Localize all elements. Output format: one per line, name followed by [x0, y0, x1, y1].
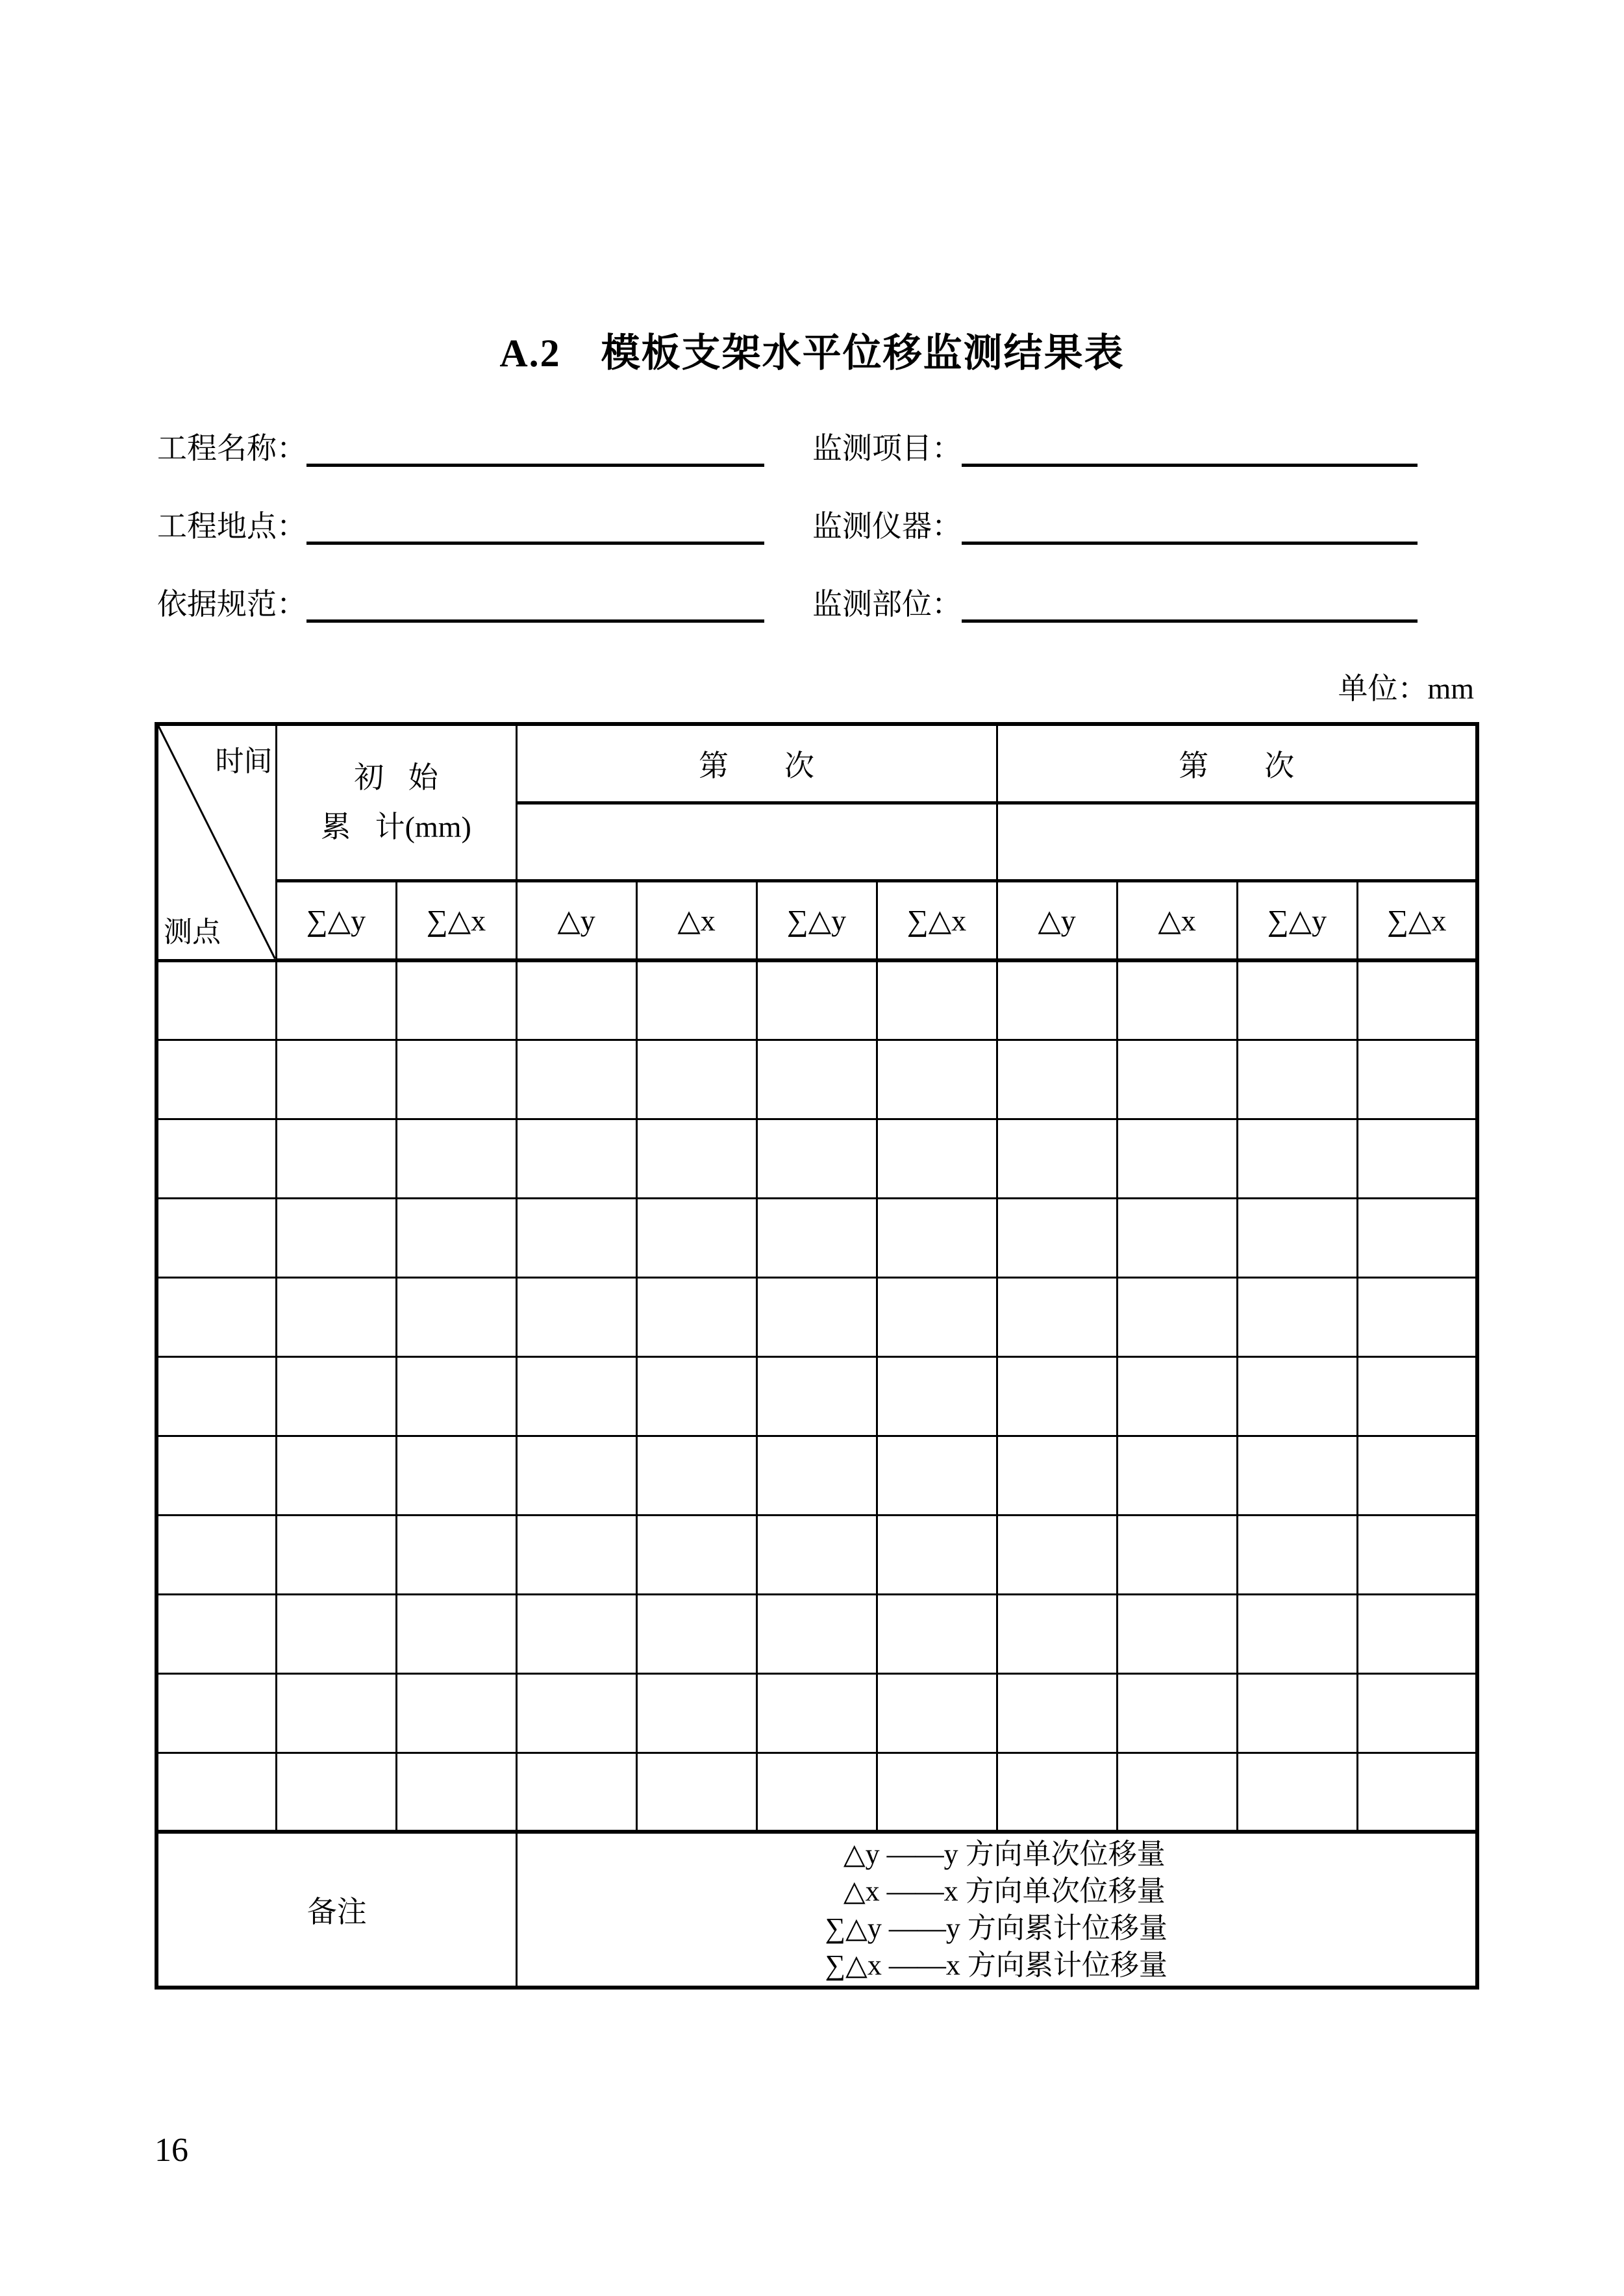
body-cell	[1357, 1119, 1477, 1198]
group-header-nth-1: 第 次	[516, 724, 997, 803]
body-cell	[516, 1356, 636, 1436]
body-cell	[997, 1119, 1117, 1198]
body-cell	[997, 1594, 1117, 1673]
body-cell	[997, 1198, 1117, 1277]
initial-header-line2: 累 计(mm)	[321, 810, 471, 843]
body-cell	[396, 1119, 516, 1198]
table-footer	[156, 1832, 1477, 1988]
note-line: △x ——x 方向单次位移量	[843, 1875, 1166, 1907]
sub-header: ∑△x	[396, 880, 516, 960]
body-cell	[516, 1673, 636, 1753]
body-cell	[1237, 1119, 1357, 1198]
field-monitor-position	[812, 586, 1418, 623]
body-cell	[1357, 1040, 1477, 1119]
monitoring-result-table	[155, 722, 1479, 1990]
body-cell	[1117, 1753, 1237, 1832]
date-blank-cell	[516, 803, 997, 880]
body-cell	[516, 1040, 636, 1119]
body-cell	[756, 1753, 877, 1832]
body-cell	[997, 1356, 1117, 1436]
body-cell	[1117, 1356, 1237, 1436]
body-cell	[636, 1515, 756, 1594]
body-cell	[997, 960, 1117, 1040]
body-cell	[636, 960, 756, 1040]
body-cell	[756, 1356, 877, 1436]
body-cell	[396, 1515, 516, 1594]
sub-header: △y	[516, 880, 636, 960]
body-cell	[1237, 1753, 1357, 1832]
body-cell	[276, 1436, 396, 1515]
body-cell	[997, 1673, 1117, 1753]
body-cell	[276, 1515, 396, 1594]
body-cell	[756, 1277, 877, 1356]
note-line: ∑△x ——x 方向累计位移量	[825, 1949, 1168, 1981]
blank-line	[962, 430, 1418, 467]
body-cell	[276, 1594, 396, 1673]
body-cell	[756, 1673, 877, 1753]
body-cell	[1357, 1753, 1477, 1832]
body-cell	[156, 1515, 276, 1594]
body-cell	[396, 960, 516, 1040]
note-line: △y ——y 方向单次位移量	[843, 1838, 1166, 1870]
corner-label-time: 时间	[215, 745, 273, 777]
field-label: 监测项目：	[812, 432, 962, 465]
body-cell	[877, 1594, 997, 1673]
field-project-name	[157, 430, 764, 468]
body-cell	[877, 1040, 997, 1119]
body-cell	[997, 1515, 1117, 1594]
body-cell	[516, 1198, 636, 1277]
body-cell	[636, 1119, 756, 1198]
body-cell	[877, 1753, 997, 1832]
body-cell	[877, 1198, 997, 1277]
sub-header: ∑△y	[1237, 880, 1357, 960]
initial-accumulate-header	[276, 724, 516, 880]
field-monitor-instrument	[812, 508, 1418, 545]
initial-header-line1: 初 始	[354, 760, 438, 794]
table-row	[156, 1753, 1477, 1832]
blank-line	[962, 508, 1418, 545]
body-cell	[276, 1356, 396, 1436]
body-cell	[1357, 1515, 1477, 1594]
body-cell	[636, 1198, 756, 1277]
table-row	[156, 1673, 1477, 1753]
table-row	[156, 960, 1477, 1040]
sub-header: ∑△x	[1357, 880, 1477, 960]
body-cell	[877, 1119, 997, 1198]
body-cell	[156, 1594, 276, 1673]
body-cell	[1117, 1198, 1237, 1277]
page-number: 16	[155, 2132, 188, 2169]
field-label: 监测仪器：	[812, 510, 962, 543]
body-cell	[756, 1436, 877, 1515]
body-cell	[756, 1119, 877, 1198]
remark-notes	[516, 1832, 1477, 1988]
body-cell	[156, 1119, 276, 1198]
remark-row	[156, 1832, 1477, 1988]
table-header	[156, 724, 1477, 960]
body-cell	[156, 1356, 276, 1436]
header-row-sublabels	[156, 880, 1477, 960]
body-cell	[276, 1198, 396, 1277]
body-cell	[997, 1753, 1117, 1832]
body-cell	[877, 1356, 997, 1436]
body-cell	[1117, 1436, 1237, 1515]
table-row	[156, 1594, 1477, 1673]
body-cell	[1117, 1594, 1237, 1673]
table-row	[156, 1515, 1477, 1594]
body-cell	[156, 1753, 276, 1832]
body-cell	[877, 1436, 997, 1515]
body-cell	[1237, 960, 1357, 1040]
note-line: ∑△y ——y 方向累计位移量	[825, 1912, 1168, 1944]
blank-line	[306, 586, 764, 623]
body-cell	[1237, 1515, 1357, 1594]
body-cell	[1357, 1198, 1477, 1277]
sub-header: △x	[636, 880, 756, 960]
body-cell	[1357, 1594, 1477, 1673]
sub-header: ∑△y	[756, 880, 877, 960]
body-cell	[396, 1753, 516, 1832]
body-cell	[276, 1040, 396, 1119]
body-cell	[636, 1277, 756, 1356]
body-cell	[1117, 1515, 1237, 1594]
body-cell	[1237, 1040, 1357, 1119]
body-cell	[396, 1356, 516, 1436]
body-cell	[636, 1673, 756, 1753]
body-cell	[396, 1198, 516, 1277]
table-row	[156, 1198, 1477, 1277]
body-cell	[756, 1594, 877, 1673]
body-cell	[756, 1515, 877, 1594]
unit-note: 单位：mm	[1338, 672, 1474, 705]
body-cell	[516, 960, 636, 1040]
body-cell	[877, 1673, 997, 1753]
body-cell	[516, 1119, 636, 1198]
body-cell	[1117, 1119, 1237, 1198]
sub-header: ∑△y	[276, 880, 396, 960]
group-header-nth-2: 第 次	[997, 724, 1477, 803]
remark-label: 备注	[156, 1832, 516, 1988]
body-cell	[156, 960, 276, 1040]
body-cell	[877, 960, 997, 1040]
page-title: A.2 模板支架水平位移监测结果表	[499, 332, 1125, 375]
body-cell	[1237, 1198, 1357, 1277]
body-cell	[156, 1436, 276, 1515]
field-label: 监测部位：	[812, 588, 962, 621]
body-cell	[156, 1198, 276, 1277]
field-project-location	[157, 508, 764, 545]
corner-cell	[156, 724, 276, 960]
body-cell	[156, 1277, 276, 1356]
body-cell	[276, 960, 396, 1040]
body-cell	[396, 1277, 516, 1356]
body-cell	[877, 1277, 997, 1356]
body-cell	[396, 1594, 516, 1673]
body-cell	[636, 1594, 756, 1673]
body-cell	[1237, 1277, 1357, 1356]
table-row	[156, 1356, 1477, 1436]
table-body	[156, 960, 1477, 1832]
body-cell	[997, 1277, 1117, 1356]
body-cell	[877, 1515, 997, 1594]
corner-label-point: 测点	[164, 916, 221, 948]
sub-header: △x	[1117, 880, 1237, 960]
date-blank-cell	[997, 803, 1477, 880]
body-cell	[756, 1198, 877, 1277]
body-cell	[1117, 1673, 1237, 1753]
field-label: 依据规范：	[157, 588, 306, 621]
blank-line	[962, 586, 1418, 623]
body-cell	[516, 1753, 636, 1832]
body-cell	[756, 960, 877, 1040]
body-cell	[1117, 1040, 1237, 1119]
header-row-groups	[156, 724, 1477, 803]
table-row	[156, 1436, 1477, 1515]
table-row	[156, 1277, 1477, 1356]
table-row	[156, 1040, 1477, 1119]
body-cell	[276, 1753, 396, 1832]
body-cell	[156, 1673, 276, 1753]
sub-header: △y	[997, 880, 1117, 960]
body-cell	[1237, 1594, 1357, 1673]
body-cell	[636, 1436, 756, 1515]
body-cell	[516, 1515, 636, 1594]
body-cell	[636, 1753, 756, 1832]
body-cell	[1117, 960, 1237, 1040]
body-cell	[396, 1040, 516, 1119]
body-cell	[1237, 1436, 1357, 1515]
blank-line	[306, 508, 764, 545]
body-cell	[756, 1040, 877, 1119]
body-cell	[1357, 960, 1477, 1040]
body-cell	[276, 1277, 396, 1356]
body-cell	[997, 1040, 1117, 1119]
body-cell	[276, 1673, 396, 1753]
body-cell	[276, 1119, 396, 1198]
body-cell	[1357, 1436, 1477, 1515]
body-cell	[636, 1040, 756, 1119]
body-cell	[1357, 1673, 1477, 1753]
field-label: 工程地点：	[157, 510, 306, 543]
body-cell	[516, 1436, 636, 1515]
body-cell	[997, 1436, 1117, 1515]
body-cell	[636, 1356, 756, 1436]
table-row	[156, 1119, 1477, 1198]
field-label: 工程名称：	[157, 432, 306, 465]
body-cell	[156, 1040, 276, 1119]
body-cell	[1237, 1356, 1357, 1436]
sub-header: ∑△x	[877, 880, 997, 960]
blank-line	[306, 430, 764, 467]
body-cell	[1357, 1277, 1477, 1356]
body-cell	[1237, 1673, 1357, 1753]
body-cell	[396, 1673, 516, 1753]
body-cell	[1357, 1356, 1477, 1436]
body-cell	[1117, 1277, 1237, 1356]
field-monitor-item	[812, 430, 1418, 468]
body-cell	[396, 1436, 516, 1515]
field-reference-standard	[157, 586, 764, 623]
body-cell	[516, 1594, 636, 1673]
body-cell	[516, 1277, 636, 1356]
